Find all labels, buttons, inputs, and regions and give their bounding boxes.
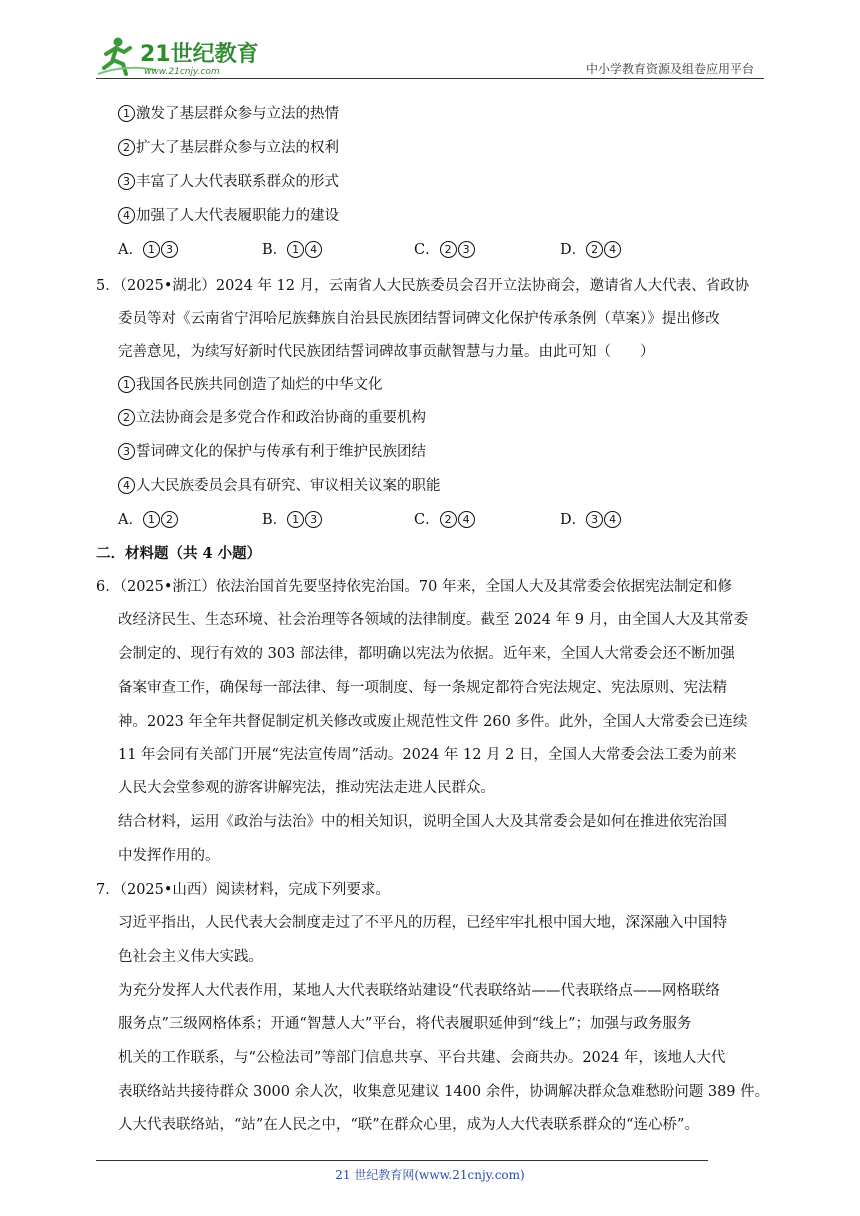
q5-option-c[interactable]: C． 2 4	[414, 510, 476, 530]
q5-option-a[interactable]: A． 1 2	[118, 510, 179, 530]
logo-url-text: www.21cnjy.com	[144, 67, 220, 77]
q5-statement: 1 我国各民族共同创造了灿烂的中华文化	[118, 375, 383, 395]
q6-ask-line: 结合材料，运用《政治与法治》中的相关知识，说明全国人大及其常委会是如何在推进依宪治国	[118, 814, 727, 830]
header-tagline: 中小学教育资源及组卷应用平台	[585, 62, 754, 76]
footer-link[interactable]: 21 世纪教育网(www.21cnjy.com)	[335, 1168, 525, 1182]
q7-material-line: 色社会主义伟大实践。	[118, 949, 263, 965]
q4-option-b[interactable]: B． 1 4	[262, 240, 323, 260]
q5-statement: 2 立法协商会是多党合作和政治协商的重要机构	[118, 408, 426, 428]
q6-ask-line: 中发挥作用的。	[118, 848, 220, 864]
q5-option-d[interactable]: D． 3 4	[560, 510, 622, 530]
q6-stem-line: 人民大会堂参观的游客讲解宪法，推动宪法走进人民群众。	[118, 780, 495, 796]
q7-material-line: 表联络站共接待群众 3000 余人次，收集意见建议 1400 余件，协调解决群众急难愁盼问题 389 件。	[118, 1084, 770, 1100]
footer-divider	[96, 1160, 708, 1161]
q6-stem-line: 会制定的、现行有效的 303 部法律，都明确以宪法为依据。近年来，全国人大常委会还不断加强	[118, 646, 735, 662]
logo-main-text: 21世纪教育	[140, 42, 259, 67]
q4-option-a[interactable]: A． 1 3	[118, 240, 179, 260]
q5-statement: 3 誓词碑文化的保护与传承有利于维护民族团结	[118, 442, 426, 462]
q6-stem-line: 6．（2025•浙江）依法治国首先要坚持依宪治国。70 年来，全国人大及其常委会依据宪法制定和修	[96, 579, 732, 595]
q5-statement: 4 人大民族委员会具有研究、审议相关议案的职能	[118, 476, 441, 496]
q6-stem-line: 改经济民生、生态环境、社会治理等各领域的法律制度。截至 2024 年 9 月，由全国人大及其常委	[118, 612, 749, 628]
q4-option-d[interactable]: D． 2 4	[560, 240, 622, 260]
q5-stem-line: 委员等对《云南省宁洱哈尼族彝族自治县民族团结誓词碑文化保护传承条例（草案）》提出修改	[118, 311, 720, 327]
q5-option-b[interactable]: B． 1 3	[262, 510, 323, 530]
q6-stem-line: 备案审查工作，确保每一部法律、每一项制度、每一条规定都符合宪法规定、宪法原则、宪法精	[118, 680, 727, 696]
q7-material-line: 服务点”三级网格体系；开通“智慧人大”平台，将代表履职延伸到“线上”；加强与政务服务	[118, 1016, 692, 1032]
q4-statement: 3 丰富了人大代表联系群众的形式	[118, 172, 339, 192]
q7-stem-line: 7．（2025•山西）阅读材料，完成下列要求。	[96, 882, 390, 898]
q7-material-line: 机关的工作联系，与“公检法司”等部门信息共享、平台共建、会商共办。2024 年，该地人大代	[118, 1050, 726, 1066]
page-header	[96, 34, 764, 78]
q7-material-line: 人大代表联络站，“站”在人民之中，“联”在群众心里，成为人大代表联系群众的“连心桥”。	[118, 1117, 699, 1133]
q5-stem-line: 5．（2025•湖北）2024 年 12 月，云南省人大民族委员会召开立法协商会，邀请省人大代表、省政协	[96, 278, 750, 294]
q7-material-line: 习近平指出，人民代表大会制度走过了不平凡的历程，已经牢牢扎根中国大地，深深融入中国特	[118, 915, 727, 931]
q4-option-c[interactable]: C． 2 3	[414, 240, 476, 260]
header-divider	[96, 78, 764, 79]
q5-stem-line: 完善意见，为续写好新时代民族团结誓词碑故事贡献智慧与力量。由此可知（ ）	[118, 344, 655, 360]
section-heading: 二．材料题（共 4 小题）	[96, 545, 262, 562]
q4-statement: 2 扩大了基层群众参与立法的权利	[118, 138, 339, 158]
logo-21cnjy	[96, 34, 266, 78]
q6-stem-line: 神。2023 年全年共督促制定机关修改或废止规范性文件 260 多件。此外，全国人大常委会已连续	[118, 714, 748, 730]
q4-statement: 4 加强了人大代表履职能力的建设	[118, 206, 339, 226]
q7-material-line: 为充分发挥人大代表作用，某地人大代表联络站建设“代表联络站——代表联络点——网格联络	[118, 983, 720, 999]
q6-stem-line: 11 年会同有关部门开展“宪法宣传周”活动。2024 年 12 月 2 日，全国人大常委会法工委为前来	[118, 747, 737, 763]
q4-statement: 1 激发了基层群众参与立法的热情	[118, 104, 339, 124]
